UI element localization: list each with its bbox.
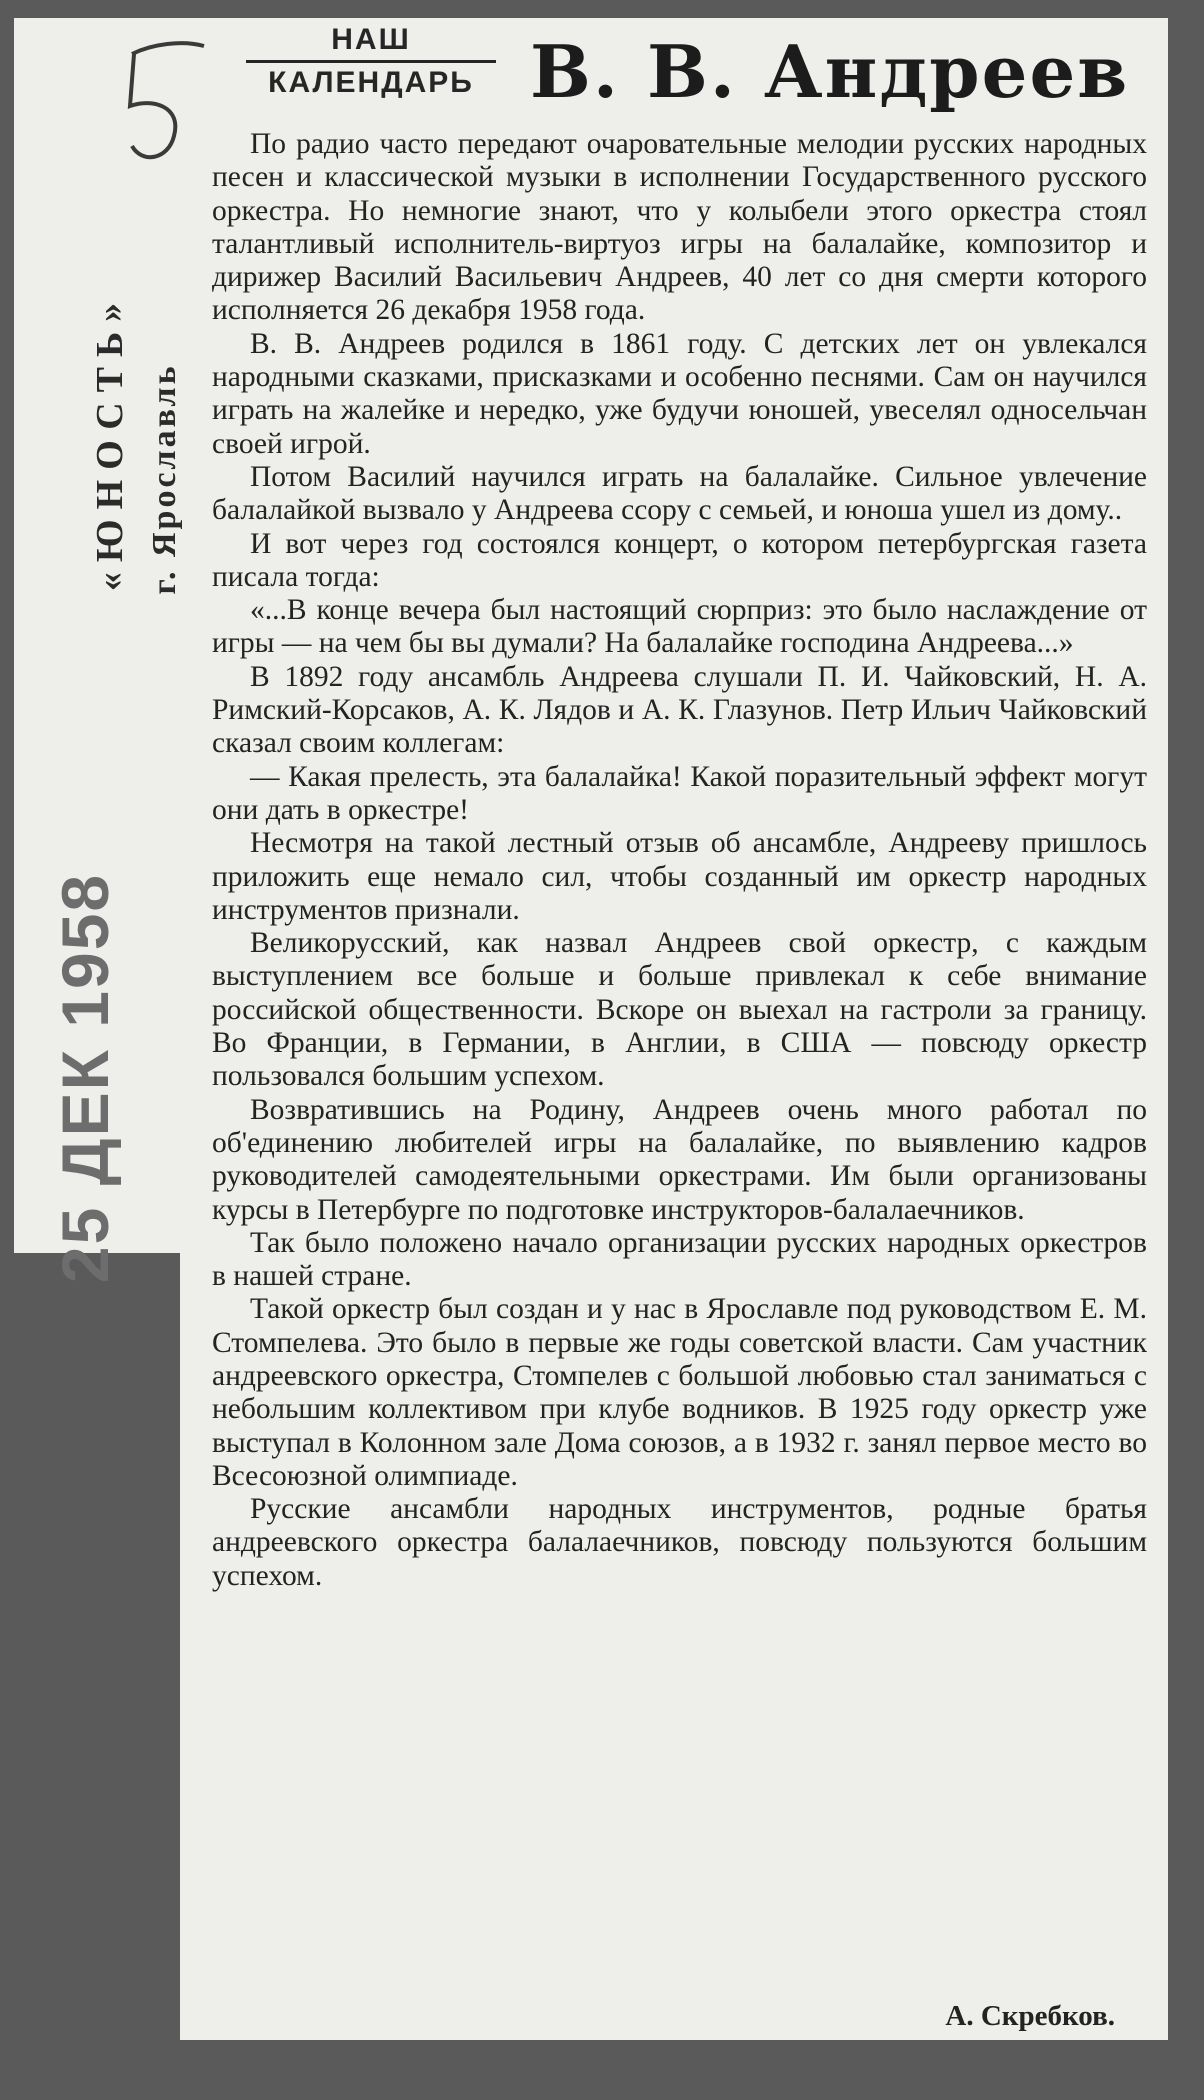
article-paragraph: Русские ансамбли народных инструментов, родные братья андреевского оркестра балалаечников, повсюду пользуются большим успехом. — [212, 1493, 1147, 1592]
newspaper-city: г. Ярославль — [146, 363, 183, 595]
newspaper-name: «ЮНОСТЬ» — [89, 292, 131, 592]
article-paragraph: По радио часто передают очаровательные мелодии русских народных песен и классической музыки в исполнении Государственного русского оркестра. Но немногие знают, что у колыбели этого оркестра стоял талантливый исполнитель-виртуоз игры на балалайке, композитор и дирижер Василий Васильевич Андреев, 40 лет со дня смерти которого исполняется 26 декабря 1958 года. — [212, 128, 1147, 327]
article-paragraph: Потом Василий научился играть на балалайке. Сильное увлечение балалайкой вызвало у Андреева ссору с семьей, и юноша ушел из дому.. — [212, 460, 1147, 527]
article-paragraph: Так было положено начало организации русских народных оркестров в нашей стране. — [212, 1226, 1147, 1293]
rubric-label — [246, 20, 496, 103]
article-headline: В. В. Андреев — [530, 29, 1130, 114]
rubric-line-2: КАЛЕНДАРЬ — [246, 60, 496, 103]
article-body — [212, 128, 1147, 1593]
date-stamp: 25 ДЕК 1958 — [48, 872, 122, 1284]
article-paragraph: И вот через год состоялся концерт, о котором петербургская газета писала тогда: — [212, 527, 1147, 593]
article-author: А. Скребков. — [945, 2000, 1115, 2032]
article-paragraph: Великорусский, как назвал Андреев свой оркестр, с каждым выступлением все больше и больше привлекал к себе внимание российской общественности. Вскоре он выехал на гастроли за границу. Во Франции, в Германии, в Англии, в США — повсюду оркестр пользовался большим успехом. — [212, 927, 1147, 1093]
article-paragraph: — Какая прелесть, эта балалайка! Какой поразительный эффект могут они дать в оркестре! — [212, 760, 1147, 826]
article-paragraph: «...В конце вечера был настоящий сюрприз: это было наслаждение от игры — на чем бы вы думали? На балалайке господина Андреева...» — [212, 594, 1147, 660]
article-paragraph: В 1892 году ансамбль Андреева слушали П. И. Чайковский, Н. А. Римский-Корсаков, А. К. Лядов и А. К. Глазунов. Петр Ильич Чайковский сказал своим коллегам: — [212, 660, 1147, 760]
rubric-line-1: НАШ — [331, 23, 411, 56]
article-paragraph: В. В. Андреев родился в 1861 году. С детских лет он увлекался народными сказками, присказками и особенно песнями. Сам он научился играть на жалейке и нередко, уже будучи юношей, увеселял односельчан своей игрой. — [212, 327, 1147, 460]
article-paragraph: Несмотря на такой лестный отзыв об ансамбле, Андрееву пришлось приложить еще немало сил, чтобы созданный им оркестр народных инструментов признали. — [212, 827, 1147, 926]
article-paragraph: Возвратившись на Родину, Андреев очень много работал по об'единению любителей игры на балалайке, по выявлению кадров руководителей самодеятельными оркестрами. Им были организованы курсы в Петербурге по подготовке инструкторов-балалаечников. — [212, 1093, 1147, 1226]
article-paragraph: Такой оркестр был создан и у нас в Ярославле под руководством Е. М. Стомпелева. Это было в первые же годы советской власти. Сам участник андреевского оркестра, Стомпелев с большой любовью стал заниматься с небольшим коллективом при клубе водников. В 1925 году оркестр уже выступал в Колонном зале Дома союзов, а в 1932 г. занял первое место во Всесоюзной олимпиаде. — [212, 1293, 1147, 1492]
handwritten-mark-icon — [112, 36, 212, 176]
